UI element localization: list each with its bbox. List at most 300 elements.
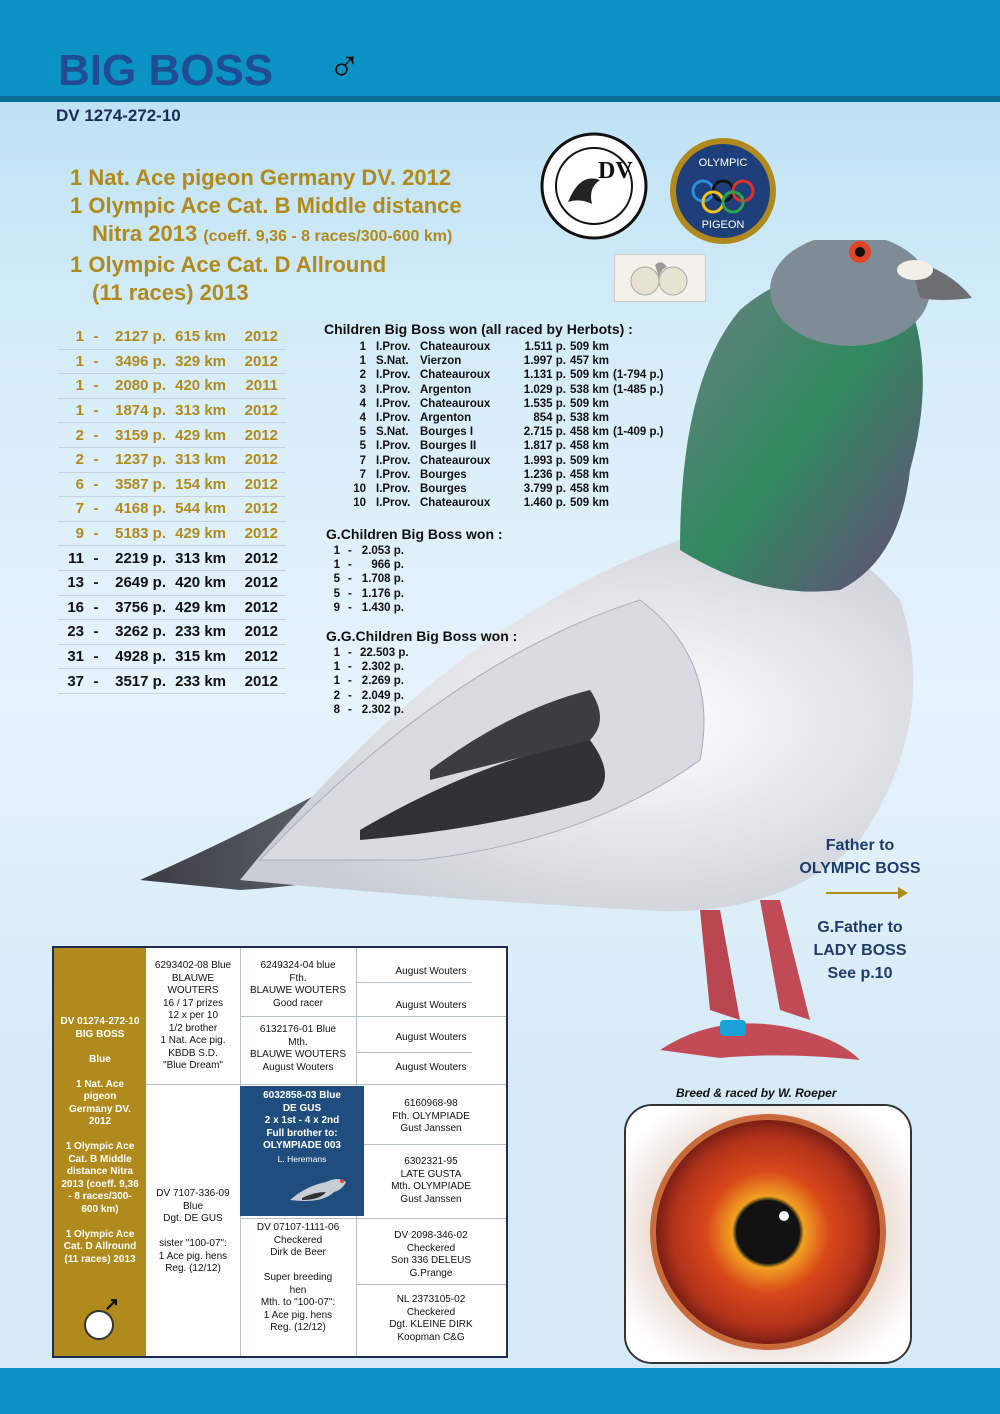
top-divider xyxy=(0,96,1000,102)
result-distance: 313 km xyxy=(175,451,226,469)
children-results xyxy=(344,340,664,510)
pedigree-line: LATE GUSTA xyxy=(400,1168,462,1180)
result-year: 2012 xyxy=(244,648,278,666)
child-birds: 3.799 p. xyxy=(523,483,566,496)
pedigree-line: Reg. (12/12) xyxy=(270,1322,326,1333)
descendant-place: 8 xyxy=(333,703,340,716)
result-row xyxy=(58,350,286,375)
child-place: 10 xyxy=(353,483,366,496)
father-note xyxy=(780,834,940,880)
pedigree-line: Son 336 DELEUS xyxy=(390,1255,472,1266)
child-birds: 1.997 p. xyxy=(523,355,566,368)
result-birds: 5183 p. xyxy=(115,525,166,543)
descendant-birds: 2.302 p. xyxy=(361,703,404,716)
result-birds: 2127 p. xyxy=(115,328,166,346)
result-distance: 420 km xyxy=(175,377,226,395)
descendant-birds: 2.269 p. xyxy=(361,675,404,688)
child-race: Bourges xyxy=(420,483,467,496)
result-dash: - xyxy=(93,549,99,567)
eye-closeup-photo xyxy=(624,1104,912,1364)
pedigree-dam-dam xyxy=(242,1222,354,1335)
pedigree-line: BIG BOSS xyxy=(75,1028,125,1040)
child-distance: 458 km xyxy=(570,483,610,496)
result-year: 2012 xyxy=(244,525,278,543)
descendant-result-row xyxy=(326,572,404,586)
pedigree-breeder: L. Heremans xyxy=(277,1153,327,1164)
pedigree-line: NL 2373105-02 xyxy=(396,1294,466,1305)
descendant-dash: - xyxy=(348,573,352,586)
child-result-row xyxy=(344,468,664,482)
result-year: 2012 xyxy=(244,475,278,493)
result-birds: 2080 p. xyxy=(115,377,166,395)
descendant-birds: 1.430 p. xyxy=(361,601,404,614)
child-level: I.Prov. xyxy=(376,383,411,396)
pedigree-line: WOUTERS xyxy=(167,985,219,996)
descendant-birds: 2.049 p. xyxy=(361,689,404,702)
pedigree-ancestor: August Wouters xyxy=(395,1062,467,1073)
honor-main: Nitra 2013 xyxy=(92,221,198,246)
pedigree-line: DV 2098-346-02 xyxy=(394,1230,468,1241)
descendant-dash: - xyxy=(348,601,352,614)
result-birds: 2219 p. xyxy=(115,549,166,567)
child-race: Chateauroux xyxy=(420,369,491,382)
child-birds: 854 p. xyxy=(533,412,566,425)
descendant-result-row xyxy=(326,703,404,717)
result-distance: 544 km xyxy=(175,500,226,518)
pedigree-line: Cat. D Allround xyxy=(63,1241,137,1252)
result-year: 2012 xyxy=(244,352,278,370)
child-birds: 2.715 p. xyxy=(523,426,566,439)
result-birds: 1237 p. xyxy=(115,451,166,469)
pedigree-dam-sire xyxy=(242,1090,362,1165)
result-dash: - xyxy=(93,500,99,518)
result-place: 2 xyxy=(75,451,84,469)
pedigree-line: Mth. xyxy=(288,1036,308,1048)
descendant-dash: - xyxy=(348,587,352,600)
result-birds: 4168 p. xyxy=(115,500,166,518)
pedigree-line: Good racer xyxy=(272,997,324,1009)
father-line: Father to xyxy=(825,837,895,854)
descendant-place: 1 xyxy=(333,647,340,659)
pedigree-line xyxy=(56,1216,144,1229)
results-list xyxy=(58,325,286,694)
result-birds: 3159 p. xyxy=(115,426,166,444)
result-dash: - xyxy=(93,451,99,469)
pedigree-sire-sire xyxy=(242,960,354,1010)
result-place: 16 xyxy=(67,598,84,616)
result-place: 7 xyxy=(75,500,84,518)
pedigree-line: pigeon xyxy=(83,1091,117,1102)
olympic-logo-top: OLYMPIC xyxy=(698,157,748,169)
child-birds: 1.993 p. xyxy=(523,454,566,467)
result-row xyxy=(58,473,286,498)
child-result-row xyxy=(344,425,664,439)
result-birds: 3517 p. xyxy=(115,672,166,690)
child-place: 5 xyxy=(359,426,366,439)
result-row xyxy=(58,546,286,571)
honor-line: (11 races) 2013 xyxy=(92,280,249,305)
pedigree-line: 600 km) xyxy=(81,1203,119,1215)
descendant-dash: - xyxy=(348,661,352,674)
result-year: 2012 xyxy=(244,426,278,444)
child-race: Bourges II xyxy=(420,440,477,453)
result-distance: 420 km xyxy=(175,574,226,592)
child-birds: 1.029 p. xyxy=(523,383,566,396)
result-dash: - xyxy=(93,598,99,616)
gfather-line: LADY BOSS xyxy=(813,942,907,959)
pedigree-line: 6249324-04 blue xyxy=(260,960,336,971)
result-place: 9 xyxy=(75,525,84,543)
pedigree-line xyxy=(56,1066,144,1079)
result-dash: - xyxy=(93,377,99,395)
pedigree-line: Germany DV. xyxy=(69,1103,131,1115)
child-race: Chateauroux xyxy=(420,341,491,353)
child-result-row xyxy=(344,340,664,354)
result-row xyxy=(58,596,286,621)
result-birds: 4928 p. xyxy=(115,648,166,666)
descendant-result-row xyxy=(326,544,404,558)
pedigree-divider xyxy=(146,1084,506,1085)
child-distance: 458 km xyxy=(570,426,610,439)
child-place: 1 xyxy=(359,341,366,353)
child-level: I.Prov. xyxy=(376,341,411,353)
gchildren-results xyxy=(326,544,404,615)
pedigree-line: 6302321-95 xyxy=(404,1156,458,1167)
ggchildren-title: G.G.Children Big Boss won : xyxy=(326,628,518,644)
child-level: I.Prov. xyxy=(376,397,411,410)
gfather-note xyxy=(780,916,940,985)
result-birds: 3587 p. xyxy=(115,475,166,493)
pedigree-ancestor xyxy=(358,1294,504,1344)
child-level: S.Nat. xyxy=(376,355,409,368)
result-place: 1 xyxy=(75,352,84,370)
pedigree-ancestor: August Wouters xyxy=(395,1032,467,1043)
result-year: 2012 xyxy=(244,549,278,567)
pedigree-chart xyxy=(52,946,508,1358)
pedigree-line: - 8 races/300- xyxy=(68,1191,132,1202)
child-result-row xyxy=(344,397,664,411)
child-race: Bourges I xyxy=(420,426,474,439)
pigeon-thumbnail-icon xyxy=(286,1170,356,1210)
male-symbol-icon: ♂ xyxy=(328,42,361,91)
child-distance: 509 km xyxy=(570,369,610,382)
result-dash: - xyxy=(93,328,99,346)
pedigree-line: 2012 xyxy=(88,1116,112,1127)
result-distance: 329 km xyxy=(175,352,226,370)
pedigree-line: 6132176-01 Blue xyxy=(259,1024,337,1035)
pedigree-line: G.Prange xyxy=(409,1267,453,1279)
pedigree-dam xyxy=(148,1188,238,1276)
father-line: OLYMPIC BOSS xyxy=(799,860,921,877)
child-level: I.Prov. xyxy=(376,454,411,467)
child-distance: 509 km xyxy=(570,341,610,353)
pedigree-line: (11 races) 2013 xyxy=(64,1253,136,1265)
child-place: 4 xyxy=(359,412,366,425)
pedigree-divider xyxy=(356,1144,506,1145)
pedigree-line: hen xyxy=(289,1284,307,1296)
descendant-dash: - xyxy=(348,647,352,659)
descendant-place: 9 xyxy=(333,601,340,614)
pedigree-line: 6293402-08 Blue xyxy=(154,960,232,971)
result-row xyxy=(58,448,286,473)
gfather-line: G.Father to xyxy=(817,919,903,936)
child-result-row xyxy=(344,482,664,496)
pedigree-sire-dam xyxy=(242,1024,354,1074)
pedigree-line: DE GUS xyxy=(282,1102,322,1114)
page-title: BIG BOSS xyxy=(58,46,274,95)
descendant-result-row xyxy=(326,660,404,674)
descendant-dash: - xyxy=(348,559,352,572)
result-birds: 2649 p. xyxy=(115,574,166,592)
arrow-right-icon xyxy=(826,892,902,894)
descendant-birds: 22.503 p. xyxy=(360,647,409,659)
result-row xyxy=(58,423,286,448)
result-birds: 3496 p. xyxy=(115,352,166,370)
pedigree-subject xyxy=(54,948,146,1356)
child-distance: 538 km xyxy=(570,383,610,396)
child-race: Argenton xyxy=(420,412,472,425)
pedigree-line: Checkered xyxy=(406,1306,456,1318)
child-birds: 1.535 p. xyxy=(523,397,566,410)
pedigree-ancestor xyxy=(358,1156,504,1206)
arrowhead-icon xyxy=(898,887,908,899)
pedigree-line: Checkered xyxy=(406,1242,456,1254)
descendant-birds: 1.708 p. xyxy=(361,573,404,586)
descendant-place: 1 xyxy=(333,675,340,688)
child-level: I.Prov. xyxy=(376,369,411,382)
descendant-result-row xyxy=(326,601,404,615)
child-place: 2 xyxy=(359,369,366,382)
pedigree-line: BLAUWE WOUTERS xyxy=(249,985,347,996)
pedigree-dam-sire-text xyxy=(242,1090,362,1153)
result-distance: 154 km xyxy=(175,475,226,493)
result-birds: 1874 p. xyxy=(115,402,166,420)
olympic-pigeon-logo xyxy=(668,136,778,246)
pedigree-line: Gust Janssen xyxy=(400,1193,462,1205)
pedigree-line: Dirk de Beer xyxy=(270,1247,326,1258)
pedigree-line: KBDB S.D. xyxy=(168,1047,218,1059)
result-dash: - xyxy=(93,648,99,666)
child-place: 1 xyxy=(359,355,366,368)
pedigree-ancestor xyxy=(358,1230,504,1280)
pedigree-line xyxy=(242,1260,354,1273)
pedigree-line: Super breeding xyxy=(263,1272,333,1283)
child-race: Chateauroux xyxy=(420,497,491,510)
child-distance: 458 km xyxy=(570,468,610,481)
honor-detail: (coeff. 9,36 - 8 races/300-600 km) xyxy=(203,228,453,245)
pedigree-divider xyxy=(240,1218,506,1219)
result-birds: 3262 p. xyxy=(115,623,166,641)
pedigree-line: Full brother to: xyxy=(266,1127,338,1139)
result-row xyxy=(58,522,286,547)
result-distance: 429 km xyxy=(175,426,226,444)
child-level: I.Prov. xyxy=(376,412,411,425)
result-row xyxy=(58,399,286,424)
result-distance: 615 km xyxy=(175,328,226,346)
honor-line: 1 Olympic Ace Cat. B Middle distance xyxy=(70,193,462,218)
bottom-band xyxy=(0,1368,1000,1414)
child-race: Bourges xyxy=(420,468,467,481)
pedigree-line: DV 07107-1111-06 xyxy=(256,1222,340,1233)
result-dash: - xyxy=(93,623,99,641)
descendant-place: 2 xyxy=(333,689,340,702)
pedigree-line: 1 Ace pig. hens xyxy=(158,1250,228,1262)
dv-association-logo xyxy=(540,132,648,240)
descendant-dash: - xyxy=(348,689,352,702)
result-distance: 233 km xyxy=(175,672,226,690)
result-place: 23 xyxy=(67,623,84,641)
child-birds: 1.236 p. xyxy=(523,468,566,481)
children-title: Children Big Boss won (all raced by Herbots) : xyxy=(324,321,633,337)
result-dash: - xyxy=(93,574,99,592)
result-place: 31 xyxy=(67,648,84,666)
pedigree-line: DV 7107-336-09 xyxy=(156,1188,230,1199)
descendant-birds: 1.176 p. xyxy=(361,587,404,600)
result-place: 37 xyxy=(67,672,84,690)
pedigree-line: Blue xyxy=(89,1053,111,1065)
dv-logo-letters: DV xyxy=(598,158,633,184)
child-place: 7 xyxy=(359,454,366,467)
descendant-result-row xyxy=(326,558,404,572)
descendant-result-row xyxy=(326,646,409,660)
pedigree-line: "Blue Dream" xyxy=(163,1060,223,1071)
child-race: Vierzon xyxy=(420,355,462,368)
gfather-line: See p.10 xyxy=(827,965,893,982)
breed-caption: Breed & raced by W. Roeper xyxy=(676,1086,837,1100)
child-level: I.Prov. xyxy=(376,468,411,481)
descendant-birds: 2.053 p. xyxy=(361,545,404,557)
pedigree-line: BLAUWE WOUTERS xyxy=(249,1049,347,1060)
result-distance: 315 km xyxy=(175,648,226,666)
descendant-place: 1 xyxy=(333,559,340,572)
pedigree-line: DV 01274-272-10 xyxy=(60,1016,140,1027)
honor-line: 1 Olympic Ace Cat. D Allround xyxy=(70,252,387,277)
pedigree-line xyxy=(148,1226,238,1239)
result-place: 1 xyxy=(75,377,84,395)
pedigree-subject-text xyxy=(56,1016,144,1266)
pedigree-line: Cat. B Middle xyxy=(68,1153,132,1165)
result-year: 2012 xyxy=(244,451,278,469)
child-result-row xyxy=(344,411,664,425)
pedigree-line: Mth. OLYMPIADE xyxy=(391,1181,471,1192)
child-extra: (1-409 p.) xyxy=(613,426,664,439)
result-birds: 3756 p. xyxy=(115,598,166,616)
result-row xyxy=(58,620,286,645)
descendant-dash: - xyxy=(348,675,352,688)
pedigree-sire xyxy=(148,960,238,1073)
child-place: 7 xyxy=(359,468,366,481)
pedigree-line: 1 Olympic Ace xyxy=(65,1141,135,1152)
child-birds: 1.817 p. xyxy=(523,440,566,453)
result-year: 2012 xyxy=(244,574,278,592)
pedigree-line: Fth. OLYMPIADE xyxy=(392,1110,470,1122)
result-dash: - xyxy=(93,352,99,370)
child-level: I.Prov. xyxy=(376,483,411,496)
pedigree-ancestor: August Wouters xyxy=(395,966,467,977)
child-distance: 509 km xyxy=(570,497,610,510)
pedigree-line: 2 x 1st - 4 x 2nd xyxy=(264,1115,340,1126)
result-row xyxy=(58,669,286,694)
male-circle-icon xyxy=(84,1310,114,1340)
pedigree-line: Mth. to "100-07": xyxy=(260,1297,336,1308)
pedigree-line: Dgt. KLEINE DIRK xyxy=(389,1319,473,1330)
descendant-place: 1 xyxy=(333,661,340,674)
result-row xyxy=(58,497,286,522)
result-row xyxy=(58,571,286,596)
child-level: I.Prov. xyxy=(376,497,411,510)
result-dash: - xyxy=(93,672,99,690)
pedigree-line: Dgt. DE GUS xyxy=(163,1213,223,1224)
result-distance: 313 km xyxy=(175,549,226,567)
child-race: Chateauroux xyxy=(420,454,491,467)
result-year: 2012 xyxy=(244,623,278,641)
result-row xyxy=(58,645,286,670)
child-result-row xyxy=(344,354,664,368)
descendant-result-row xyxy=(326,674,404,688)
pedigree-line: August Wouters xyxy=(262,1061,334,1073)
pedigree-line: BLAUWE xyxy=(171,972,215,984)
pedigree-line: 6160968-98 xyxy=(404,1098,458,1109)
child-distance: 509 km xyxy=(570,397,610,410)
ggchildren-results xyxy=(326,646,409,717)
child-distance: 458 km xyxy=(570,440,610,453)
result-dash: - xyxy=(93,475,99,493)
result-row xyxy=(58,374,286,399)
male-arrow-icon: ↗ xyxy=(104,1294,120,1314)
pedigree-line: 1 Nat. Ace xyxy=(76,1078,124,1090)
ring-number: DV 1274-272-10 xyxy=(56,106,181,125)
child-birds: 1.460 p. xyxy=(523,497,566,510)
result-year: 2012 xyxy=(244,402,278,420)
honor-line: 1 Nat. Ace pigeon Germany DV. 2012 xyxy=(70,165,452,190)
result-year: 2012 xyxy=(244,598,278,616)
child-place: 4 xyxy=(359,397,366,410)
child-extra: (1-794 p.) xyxy=(613,369,664,382)
child-result-row xyxy=(344,496,664,510)
pedigree-line xyxy=(56,1129,144,1142)
child-place: 5 xyxy=(359,440,366,453)
pedigree-line: Koopman C&G xyxy=(397,1331,465,1343)
pedigree-line: 1 Olympic Ace xyxy=(65,1228,135,1240)
result-year: 2012 xyxy=(244,672,278,690)
result-distance: 429 km xyxy=(175,525,226,543)
pedigree-dam-sire-highlight xyxy=(240,1086,364,1216)
descendant-place: 5 xyxy=(333,587,340,600)
result-dash: - xyxy=(93,402,99,420)
child-result-row xyxy=(344,439,664,453)
pedigree-line xyxy=(56,1041,144,1054)
result-distance: 313 km xyxy=(175,402,226,420)
pedigree-line: Checkered xyxy=(273,1234,323,1246)
descendant-birds: 966 p. xyxy=(371,559,404,572)
child-extra: (1-485 p.) xyxy=(613,383,664,396)
pedigree-line: distance Nitra xyxy=(66,1166,134,1177)
child-level: S.Nat. xyxy=(376,426,409,439)
child-birds: 1.511 p. xyxy=(524,341,566,353)
olympic-logo-bottom: PIGEON xyxy=(701,219,745,231)
result-place: 1 xyxy=(75,328,84,346)
result-dash: - xyxy=(93,426,99,444)
pedigree-line: 6032858-03 Blue xyxy=(263,1090,341,1101)
pedigree-line: 1 Nat. Ace pig. xyxy=(160,1035,226,1046)
pedigree-line: 1/2 brother xyxy=(168,1022,218,1034)
result-year: 2012 xyxy=(244,328,278,346)
child-birds: 1.131 p. xyxy=(523,369,566,382)
child-place: 10 xyxy=(353,497,366,510)
result-place: 6 xyxy=(75,475,84,493)
descendant-birds: 2.302 p. xyxy=(361,661,404,674)
child-distance: 457 km xyxy=(570,355,610,368)
